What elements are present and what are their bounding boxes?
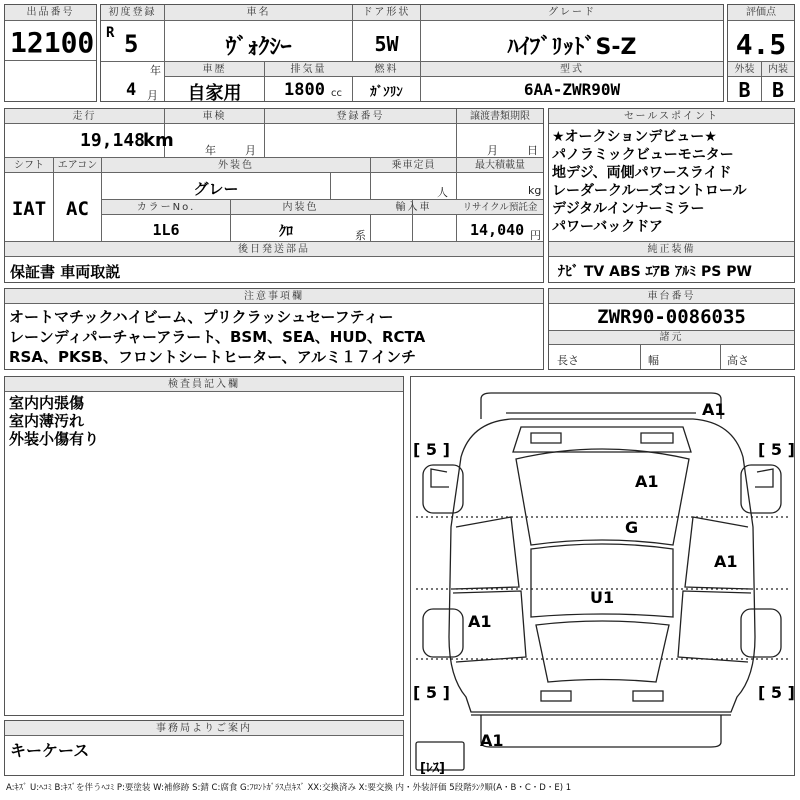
tire-tread: [ 5 ] bbox=[413, 440, 450, 459]
import-label: 輸入車 bbox=[395, 202, 432, 213]
note-line: レーンディパーチャーアラート、BSM、SEA、HUD、RCTA bbox=[9, 328, 426, 346]
recycle-label: リサイクル預託金 bbox=[462, 202, 538, 213]
tire-tread: [ 5 ] bbox=[758, 440, 795, 459]
car-name: ｳﾞｫｸｼｰ bbox=[225, 35, 292, 60]
capacity-unit: 人 bbox=[437, 186, 448, 199]
office-label: 事務局よりご案内 bbox=[156, 723, 252, 734]
inspector-line: 外装小傷有り bbox=[9, 430, 100, 448]
chassis-label: 車台番号 bbox=[647, 291, 696, 302]
damage-mark: G bbox=[625, 518, 639, 537]
reg-year: 5 bbox=[124, 30, 139, 58]
score-label: 評価点 bbox=[746, 7, 776, 18]
tire-tread: [ 5 ] bbox=[413, 683, 450, 702]
tire-tread: [ 5 ] bbox=[758, 683, 795, 702]
first-reg-label: 初度登録 bbox=[108, 7, 157, 18]
transfer-label: 譲渡書類期限 bbox=[470, 111, 530, 122]
length-label: 長さ bbox=[557, 354, 579, 367]
width-label: 幅 bbox=[648, 354, 659, 367]
sales-point: レーダークルーズコントロール bbox=[552, 183, 747, 199]
damage-mark: A1 bbox=[714, 552, 738, 571]
lot-number: 12100 bbox=[10, 26, 95, 59]
sales-points-label: セールスポイント bbox=[623, 111, 720, 122]
sales-point: ★オークションデビュー★ bbox=[552, 129, 717, 145]
equipment-list: ﾅﾋﾞ TV ABS ｴｱB ｱﾙﾐ PS PW bbox=[558, 264, 752, 280]
month-unit: 月 bbox=[147, 89, 158, 102]
reg-no-label: 登録番号 bbox=[336, 111, 385, 122]
inspector-notes bbox=[9, 394, 99, 448]
load-label: 最大積載量 bbox=[475, 160, 525, 171]
era: R bbox=[106, 25, 115, 41]
note-line: RSA、PKSB、フロントシートヒーター、アルミ１７インチ bbox=[9, 348, 417, 366]
interior-color: ｸﾛ bbox=[279, 224, 293, 240]
displacement-unit: cc bbox=[331, 88, 342, 99]
int-color-label: 内装色 bbox=[282, 202, 319, 213]
shift-label: シフト bbox=[14, 160, 44, 171]
height-label: 高さ bbox=[727, 354, 749, 367]
sales-point: パワーバックドア bbox=[552, 219, 663, 235]
transfer-day-unit: 日 bbox=[527, 144, 538, 157]
mileage-unit: km bbox=[143, 130, 174, 151]
grade: ﾊｲﾌﾞﾘｯﾄﾞS-Z bbox=[507, 35, 637, 60]
score: 4.5 bbox=[735, 28, 787, 61]
lot-label: 出品番号 bbox=[26, 7, 75, 18]
damage-mark: A1 bbox=[480, 731, 504, 750]
inspection-label: 車検 bbox=[202, 111, 227, 122]
mileage-label: 走行 bbox=[72, 111, 97, 122]
notes-label: 注意事項欄 bbox=[244, 291, 304, 302]
spare-tire: [ﾚｽ] bbox=[420, 761, 445, 776]
fuel-label: 燃料 bbox=[374, 64, 399, 75]
recycle-fee: 14,040 bbox=[470, 221, 525, 239]
insp-month-unit: 月 bbox=[245, 144, 256, 157]
color-label: 外装色 bbox=[218, 160, 254, 171]
capacity-label: 乗車定員 bbox=[391, 160, 436, 171]
displacement-label: 排気量 bbox=[290, 64, 327, 75]
inspector-label: 検査員記入欄 bbox=[168, 379, 240, 390]
color-no-label: カラーNo. bbox=[136, 202, 196, 213]
int-grade: B bbox=[771, 78, 785, 102]
insp-year-unit: 年 bbox=[205, 144, 216, 157]
dims-label: 諸元 bbox=[659, 332, 684, 343]
notes-text bbox=[9, 307, 425, 367]
later-parts-label: 後日発送部品 bbox=[238, 244, 310, 255]
note-line: オートマチックハイビーム、プリクラッシュセーフティー bbox=[9, 308, 394, 326]
shift-type: IAT bbox=[11, 198, 47, 220]
equipment-label: 純正装備 bbox=[647, 244, 696, 255]
legend: A:ｷｽﾞ U:ﾍｺﾐ B:ｷｽﾞを伴うﾍｺﾐ P:要塗装 W:補修跡 S:錆 C:腐食 G:ﾌﾛﾝﾄｶﾞﾗｽ点ｷｽﾞ XX:交換済み X:要交換 内・外装評価 5段階ﾗﾝｸ順(A・B・C・D・E) 1 bbox=[6, 783, 572, 793]
sales-points-list bbox=[552, 128, 792, 236]
grade-label: グレード bbox=[548, 7, 596, 18]
car-name-label: 車名 bbox=[246, 7, 271, 18]
chassis-number: ZWR90-0086035 bbox=[597, 306, 746, 328]
fuel: ｶﾞｿﾘﾝ bbox=[370, 85, 403, 100]
transfer-month-unit: 月 bbox=[487, 144, 498, 157]
ac-type: AC bbox=[66, 198, 89, 220]
mileage: 19,148 bbox=[80, 130, 146, 151]
inspector-line: 室内内張傷 bbox=[9, 394, 85, 412]
exterior-color: グレー bbox=[193, 180, 239, 198]
damage-mark: A1 bbox=[702, 400, 726, 419]
ext-grade-label: 外装 bbox=[734, 64, 755, 75]
office-text: キーケース bbox=[10, 741, 90, 760]
int-color-unit: 系 bbox=[355, 229, 366, 242]
reg-month: 4 bbox=[126, 80, 137, 100]
year-unit: 年 bbox=[150, 64, 161, 77]
history-label: 車歴 bbox=[202, 64, 227, 75]
history: 自家用 bbox=[187, 83, 242, 104]
later-parts: 保証書 車両取説 bbox=[10, 263, 121, 281]
sales-point: デジタルインナーミラー bbox=[552, 201, 705, 217]
damage-mark: A1 bbox=[468, 612, 492, 631]
damage-mark: U1 bbox=[590, 588, 615, 607]
door-label: ドア形状 bbox=[362, 7, 411, 18]
sales-point: パノラミックビューモニター bbox=[552, 147, 734, 163]
ac-label: エアコン bbox=[57, 160, 98, 171]
car-diagram bbox=[411, 377, 794, 775]
int-grade-label: 内装 bbox=[768, 64, 788, 75]
model-label: 型式 bbox=[560, 64, 584, 75]
load-unit: kg bbox=[528, 184, 542, 197]
model-code: 6AA-ZWR90W bbox=[523, 80, 621, 99]
recycle-unit: 円 bbox=[530, 229, 541, 242]
sales-point: 地デジ、両側パワースライド bbox=[552, 165, 732, 181]
displacement: 1800 bbox=[284, 80, 325, 100]
damage-mark: A1 bbox=[635, 472, 659, 491]
color-number: 1L6 bbox=[152, 221, 180, 239]
ext-grade: B bbox=[738, 78, 751, 102]
inspector-line: 室内薄汚れ bbox=[9, 412, 85, 430]
door-type: 5W bbox=[374, 32, 399, 56]
